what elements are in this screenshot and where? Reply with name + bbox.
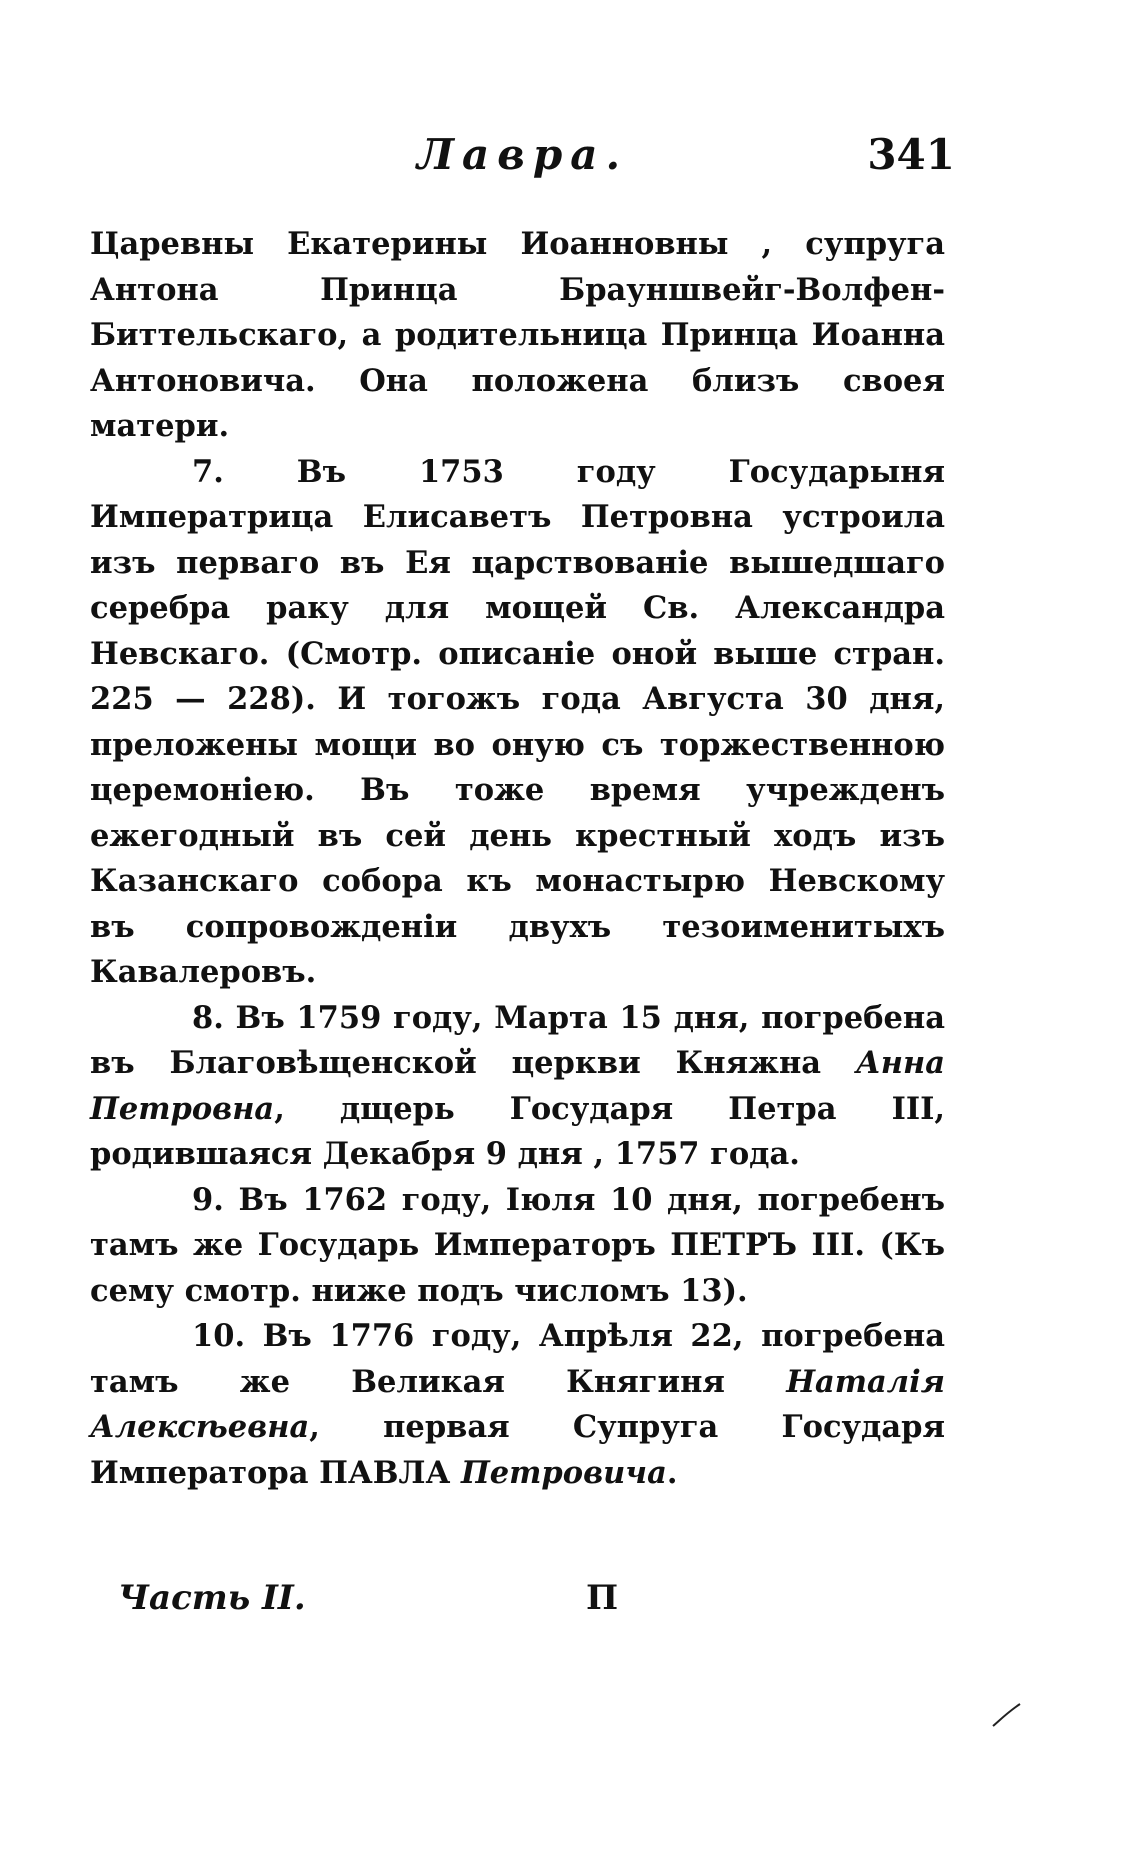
text-span: , дщерь Государя Петра III, родившаяся Декабря 9 дня , 1757 года. — [90, 1090, 945, 1172]
text-span: 9. Въ 1762 году, Іюля 10 дня, погребенъ тамъ же Государь Императоръ ПЕТРЪ III. (Къ сему смотр. ниже подъ числомъ 13). — [90, 1181, 945, 1309]
text-span: 7. Въ 1753 году Государыня Императрица Елисаветъ Петровна устроила изъ перваго въ Ея царствованіе вышедшаго серебра раку для мощей Св. Александра Невскаго. (Смотр. описаніе оной выше стран. 225 — 228). И тогожъ года Августа 30 дня, преложены мощи во оную съ торжественною церемоніею. Въ тоже время учрежденъ ежегодный въ сей день крестный ходъ изъ Казанскаго собора къ монастырю Невскому въ сопровожденіи двухъ тезоименитыхъ Кавалеровъ. — [90, 453, 945, 990]
text-span: 10. Въ 1776 году, Апрѣля 22, погребена тамъ же Великая Княгиня — [90, 1318, 945, 1400]
italic-name-span: Анна Петровна — [90, 1045, 945, 1127]
body-text — [90, 222, 945, 1496]
page-footer — [118, 1578, 818, 1628]
running-title: Лавра. — [416, 130, 629, 179]
text-span: . — [666, 1454, 678, 1491]
paragraph — [90, 1314, 945, 1496]
paragraph — [90, 1178, 945, 1315]
italic-name-span: Петровича — [460, 1454, 667, 1491]
text-span: , первая Супруга Государя Императора ПАВЛА — [90, 1409, 945, 1491]
signature-mark: П — [586, 1578, 619, 1618]
paragraph — [90, 222, 945, 450]
page-number: 341 — [867, 130, 955, 179]
text-span: 8. Въ 1759 году, Марта 15 дня, погребена въ Благовѣщенской церкви Княжна — [90, 999, 945, 1081]
paragraph — [90, 996, 945, 1178]
paragraph — [90, 450, 945, 996]
text-span: Царевны Екатерины Иоанновны , супруга Антона Принца Брауншвейг-Волфен-Биттельскаго, а родительница Принца Иоанна Антоновича. Она положена близъ своея матери. — [90, 226, 945, 444]
ink-stroke-mark — [990, 1700, 1024, 1730]
volume-signature: Часть II. — [118, 1578, 306, 1618]
italic-name-span: Наталія Алексѣевна — [90, 1363, 945, 1445]
running-head — [90, 130, 955, 190]
